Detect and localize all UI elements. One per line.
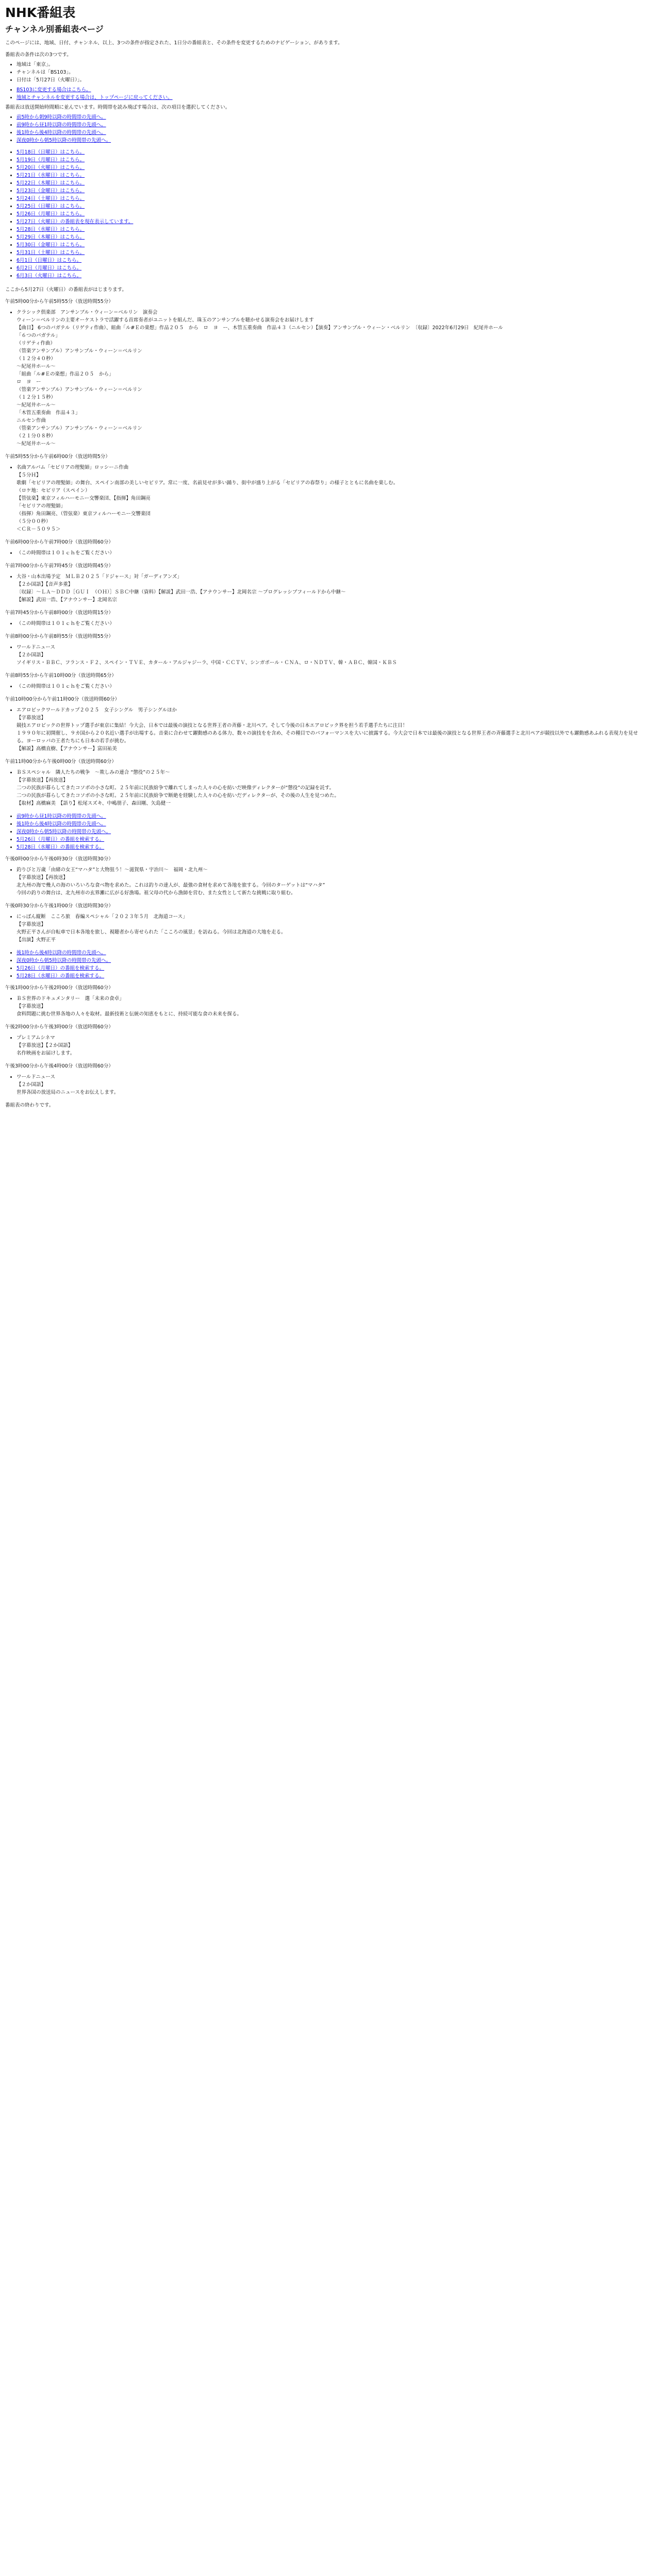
link-item [16,94,647,101]
link-item [16,949,647,957]
link-item [16,195,647,202]
program-time: 午後2時00分から午後3時00分（放送時間60分） [5,1024,113,1030]
program-item [16,913,647,944]
program-detail [5,309,647,448]
program-line: • クラシック倶楽部 アンサンブル・ウィーン＝ベルリン 演奏会 [16,310,158,315]
date-link[interactable]: 5月18日（日曜日）はこちら。 [16,149,85,155]
program-detail [5,1034,647,1057]
back-to-top-link[interactable]: 地域とチャンネルを変更する場合は、トップページに戻ってください。 [16,95,173,100]
program-line: 【取材】高橋麻美 【語り】松尾スズキ、中嶋朋子、森田剛、矢島健一 [16,801,171,806]
condition-region: • 地域は「東京」。 [16,61,647,69]
date-link[interactable]: 5月29日（木曜日）はこちら。 [16,234,85,240]
link-item [16,272,647,280]
link-item [16,820,647,828]
time-jump-link[interactable]: 前5時から朝9時以降の時間帯の先頭へ。 [16,114,106,120]
conditions-list [5,61,647,84]
link-item [16,113,647,121]
program-item [16,620,647,628]
time-jump-link[interactable]: 後1時から後4時以降の時間帯の先頭へ。 [16,821,106,827]
program-line: • ＢＳ世界のドキュメンタリー 選「未来の食卓」 [16,996,124,1002]
program-item [16,309,647,448]
time-links [5,113,647,144]
program-list-late [5,984,647,1096]
program-line: ニルセン作曲 [16,418,46,423]
time-jump-link[interactable]: 深夜0時から朝5時以降の時間帯の先頭へ。 [16,138,111,143]
program-line: 「セビリアの理髪師」 [16,503,66,509]
program-line: • ワールドニュース [16,1074,55,1080]
change-channel-link[interactable]: BS103に変更する場合はこちら。 [16,87,91,93]
program-line: 【出演】火野正平 [16,937,56,943]
program-line: 【字幕放送】 [16,715,46,721]
program-detail [5,573,647,604]
program-time: 午後0時00分から午後0時30分（放送時間30分） [5,856,113,862]
program-list [5,298,647,807]
program-line: ロ ヨ ー [16,379,41,385]
program-item [16,1034,647,1057]
program-line: • 大谷・山本出場予定 ＭＬＢ２０２５「ドジャース」対「ガーディアンズ」 [16,574,182,580]
program-line: • 名曲アルバム「セビリアの理髪師」ロッシーニ作曲 [16,465,129,470]
program-detail [5,913,647,944]
time-jump-link[interactable]: 後1時から後4時以降の時間帯の先頭へ。 [16,130,106,135]
intro-text: このページには、地域、日付、チャンネル、以上、3つの条件が指定された、1日分の番組表と、その条件を変更するためのナビゲーション、があります。 [5,40,343,46]
program-detail [5,1073,647,1096]
link-item [16,164,647,172]
time-jump-link[interactable]: 後1時から後4時以降の時間帯の先頭へ。 [16,950,106,956]
program-line: （１２分４０秒） [16,356,56,362]
prev-day-link[interactable]: 5月26日（月曜日）の番組を検索する。 [16,837,105,842]
date-link[interactable]: 5月21日（水曜日）はこちら。 [16,173,85,178]
program-line: 【２か国語】 [16,652,46,658]
program-item [16,643,647,667]
site-title: NHK番組表 [5,5,76,20]
program-line: 【管弦楽】東京フィルハーモニー交響楽団、【指揮】角田鋼亮 [16,496,151,501]
link-item [16,249,647,257]
program-line: ～紀尾井ホール～ [16,402,56,408]
program-line: 【２か国語】【音声多重】 [16,582,73,587]
program-item [16,683,647,690]
program-item [16,573,647,604]
program-line: 【字幕放送】【再放送】 [16,875,68,880]
program-item [16,995,647,1018]
program-line: • ワールドニュース [16,645,55,650]
program-time: 午後0時30分から午後1時00分（放送時間30分） [5,903,113,909]
program-detail [5,995,647,1018]
link-item [16,957,647,964]
program-line: • （この時間帯は１０１ｃｈをご覧ください） [16,684,115,689]
date-link[interactable]: 5月31日（土曜日）はこちら。 [16,250,85,256]
program-time: 午前5時55分から午前6時00分（放送時間5分） [5,454,110,460]
program-time: 午前5時00分から午前5時55分（放送時間55分） [5,299,113,304]
program-line: 今回の釣りの舞台は、北九州市の玄界灘に広がる好漁場。祖父母の代から漁師を営む、また女性として新たな挑戦に取り組む。 [16,890,296,896]
program-line: 二つの民族が暮らしてきたコソボの小さな町。２５年前に民族紛争で断絶を経験した人々の心を紡いだディレクターが、その後の人生を見つめた。 [16,793,339,799]
program-line: ～紀尾井ホール～ [16,441,56,447]
program-line: （２１分０８秒） [16,433,56,439]
program-line: • にっぽん縦断 こころ旅 春編スペシャル「２０２３年５月 北海道コース」 [16,914,188,920]
program-line: 歌劇「セビリアの理髪師」の舞台、スペイン南部の美しいセビリア。常に一度、名前見せが多い踊り、街中が盛り上がる「セビリアの春祭り」の様子とともに名曲を楽しむ。 [16,480,399,486]
link-item [16,187,647,195]
program-line: • ＢＳスペシャル 隣人たちの戦争 ～欺しみの連合 “懲役”の２５年～ [16,770,170,775]
program-line: 世界各国の放送局のニュースをお伝えします。 [16,1090,119,1095]
page [0,0,652,1109]
program-time: 午後3時00分から午後4時00分（放送時間60分） [5,1063,113,1069]
date-links [5,148,647,280]
date-link[interactable]: 5月26日（月曜日）はこちら。 [16,211,85,217]
program-item [16,549,647,557]
program-item [16,866,647,897]
link-item [16,241,647,249]
link-item [16,812,647,820]
program-detail [5,866,647,897]
program-time: 午前7時00分から午前7時45分（放送時間45分） [5,563,113,569]
link-item [16,226,647,233]
date-link[interactable]: 5月23日（金曜日）はこちら。 [16,188,85,194]
link-item [16,137,647,144]
program-item [16,769,647,807]
date-link[interactable]: 6月1日（日曜日）はこちら。 [16,258,82,263]
date-link[interactable]: 6月3日（火曜日）はこちら。 [16,273,82,279]
link-item [16,86,647,94]
program-line: 「組曲「ル#Ｅの楽想」作品２０５ から」 [16,371,114,377]
condition-date: • 日付は「5月27日（火曜日）」。 [16,76,647,84]
program-line: 「木管五重奏曲 作品４３」 [16,410,80,416]
date-link[interactable]: 5月25日（日曜日）はこちら。 [16,204,85,209]
program-detail [5,464,647,533]
program-detail [5,769,647,807]
time-jump-link[interactable]: 前9時から昼1時以降の時間帯の先頭へ。 [16,814,106,819]
time-jump-link[interactable]: 深夜0時から朝5時以降の時間帯の先頭へ。 [16,958,111,963]
program-line: 【字幕放送】 [16,1004,46,1009]
program-line: 火野正平さんが自転車で日本各地を旅し、視聴者から寄せられた「こころの風景」を訪ねる。今回は北海道の大地を走る。 [16,929,286,935]
schedule-end: 番組表の終わりです。 [5,1103,54,1108]
conditions-heading: 番組表の条件は次の3つです。 [5,52,72,58]
program-line: 【解説】高橋直樹、【アナウンサー】富田祐美 [16,746,117,752]
link-item [16,156,647,164]
link-item [16,843,647,851]
schedule-start: ここから5月27日（火曜日）の番組表がはじまります。 [5,287,127,293]
link-item [16,836,647,843]
link-item [16,121,647,129]
program-time: 午前6時00分から午前7時00分（放送時間60分） [5,539,113,545]
program-detail [5,706,647,753]
program-time: 午前8時00分から午前8時55分（放送時間55分） [5,634,113,639]
program-detail [5,549,647,557]
program-line: （管楽アンサンブル）アンサンブル・ウィーン＝ベルリン [16,387,142,393]
program-line: ～紀尾井ホール～ [16,364,56,369]
program-time: 午前8時55分から午前10時00分（放送時間65分） [5,673,117,679]
program-line: • エアロビックワールドカップ２０２５ 女子シングル 男子シングルほか [16,707,177,713]
program-line: （指揮）角田鋼亮、（管弦楽）東京フィルハーモニー交響楽団 [16,511,151,517]
link-item [16,172,647,179]
link-item [16,218,647,226]
program-time: 午前10時00分から午前11時00分（放送時間60分） [5,697,120,702]
link-item [16,233,647,241]
program-time: 午後1時00分から午後2時00分（放送時間60分） [5,985,113,991]
program-line: 競技エアロビックの世界トップ選手が東京に集結！今大会、日本では最後の演技となる世界王者の斉藤・北川ペア。そして今後の日本エアロビック界を担う若手選手たちに注目！ [16,723,408,728]
link-item [16,972,647,980]
time-jump-link[interactable]: 前9時から昼1時以降の時間帯の先頭へ。 [16,122,106,128]
program-line: （リゲティ作曲） [16,341,56,346]
program-time: 午前11時00分から午後0時00分（放送時間60分） [5,759,117,765]
next-day-link[interactable]: 5月28日（水曜日）の番組を検索する。 [16,844,105,850]
program-item [16,706,647,753]
date-link[interactable]: 5月22日（木曜日）はこちら。 [16,180,85,186]
date-link[interactable]: 5月19日（月曜日）はこちら。 [16,157,85,163]
link-item [16,210,647,218]
program-line: 「６つのバガテル」 [16,333,61,338]
link-item [16,828,647,836]
lower-links [5,949,647,980]
program-line: 食料問題に挑む世界各地の人々を取材。最新技術と伝統の知恵をもとに、持続可能な食の未来を探る。 [16,1011,242,1017]
link-item [16,964,647,972]
program-line: （ロケ地：セビリア（スペイン） [16,488,90,494]
mid-links [5,812,647,851]
date-link[interactable]: 5月20日（火曜日）はこちら。 [16,165,85,171]
program-line: • （この時間帯は１０１ｃｈをご覧ください） [16,550,115,556]
time-jump-link[interactable]: 深夜0時から朝5時以降の時間帯の先頭へ。 [16,829,111,835]
program-line: （５分００秒） [16,519,51,524]
program-line: 【解説】武田一浩、【アナウンサー】北岡名宗 [16,597,117,603]
time-note: 番組表は放送開始時間順に並んでいます。時間帯を読み飛ばす場合は、次の項目を選択してください。 [5,105,230,110]
next-day-link[interactable]: 5月28日（水曜日）の番組を検索する。 [16,973,105,979]
program-detail [5,683,647,690]
program-line: （管楽アンサンブル）アンサンブル・ウィーン＝ベルリン [16,426,142,431]
link-item [16,264,647,272]
program-line: 【２か国語】 [16,1082,46,1088]
program-detail [5,643,647,667]
program-line: ＜ＣＲ－５０９５＞ [16,527,61,532]
program-detail [5,620,647,628]
program-line: 【曲目】 6つのバガテル（リゲティ作曲）、組曲「ル#Ｅの楽想」作品２０５ から ロ ヨ ー、木管五重奏曲 作品４３（ニルセン）【演奏】アンサンブル・ウィーン・ベルリン 〔収録〕2022年6月29日 紀尾井ホール [16,325,503,331]
program-line: 【５分Ｈ】 [16,472,41,478]
program-line: • 釣りびと万歳「由緒の女王“マハタ”と大物狙う！～滋賀県・宇治川～ 福岡・北九州～ [16,867,208,873]
program-line: 【字幕放送】【再放送】 [16,777,68,783]
program-line: （管楽アンサンブル）アンサンブル・ウィーン＝ベルリン [16,348,142,354]
program-item [16,464,647,533]
page-subtitle: チャンネル別番組表ページ [5,24,104,34]
program-line: 北九州の海で幾人の海のいろいろな食べ物を求めた。これは釣りの達人が、最強の食材を求めて各地を旅する。今回のターゲットは“マハタ” [16,883,325,888]
program-line: ウィーン＝ベルリンの主要オーケストラで活躍する首席奏者がユニットを組んだ、珠玉のアンサンブルを聴かせる演奏会をお届けします [16,317,314,323]
link-item [16,179,647,187]
program-line: 二つの民族が暮らしてきたコソボの小さな町。２５年前に民族紛争で離れてしまった人々の心を紡いだ映像ディレクターが“懲役”の記録を託す。 [16,785,334,791]
condition-channel: • チャンネルは「BS103」。 [16,69,647,76]
program-line: 〔収録〕～ＬＡ～ＤＤＤ［ＧＵＩ （ＯＨ）］ＳＢＣ中継（資料）【解説】武田一浩、【アナウンサー】北岡名宗 ～プログレッシブフィールドから中継～ [16,589,346,595]
program-line: • プレミアムシネマ [16,1035,55,1041]
link-item [16,257,647,264]
prev-day-link[interactable]: 5月26日（月曜日）の番組を検索する。 [16,965,105,971]
program-time: 午前7時45分から午前8時00分（放送時間15分） [5,610,113,616]
program-line: １９９０年に初開催し、９カ国から２０名近い選手が出場する。音楽に合わせて躍動感のある体力、数々の演技をを含め、その種目でのパフォーマンスを大いに披露する。今大会で日本では最後の演技となる世界王者の斉藤選手と北川ペアが競技以外でも躍動感あふれる表現力を見せる。ヨーロッパの王者たちにも日本の若手が挑む。 [16,731,638,744]
program-line: 名作映画をお届けします。 [16,1050,75,1056]
current-date-link[interactable]: 5月27日（火曜日）の番組表を現在表示しています。 [16,219,134,225]
conditions-links [5,86,647,101]
date-link[interactable]: 5月30日（金曜日）はこちら。 [16,242,85,248]
program-line: 【字幕放送】 [16,922,46,927]
date-link[interactable]: 5月28日（水曜日）はこちら。 [16,227,85,232]
program-item [16,1073,647,1096]
program-line: • （この時間帯は１０１ｃｈをご覧ください） [16,621,115,626]
program-line: （１２分１５秒） [16,395,56,400]
program-list-afternoon [5,855,647,944]
link-item [16,148,647,156]
program-line: 【字幕放送】【２か国語】 [16,1043,73,1048]
date-link[interactable]: 5月24日（土曜日）はこちら。 [16,196,85,201]
date-link[interactable]: 6月2日（月曜日）はこちら。 [16,265,82,271]
link-item [16,202,647,210]
link-item [16,129,647,137]
program-line: ソイギリス・ＢＢＣ、フランス・Ｆ２、スペイン・ＴＶＥ、カタール・アルジャジーラ、中国・ＣＣＴＶ、シンガポール・ＣＮＡ、ロ・ＮＤＴＶ、韓・ＡＢＣ、韓国・ＫＢＳ [16,660,397,666]
